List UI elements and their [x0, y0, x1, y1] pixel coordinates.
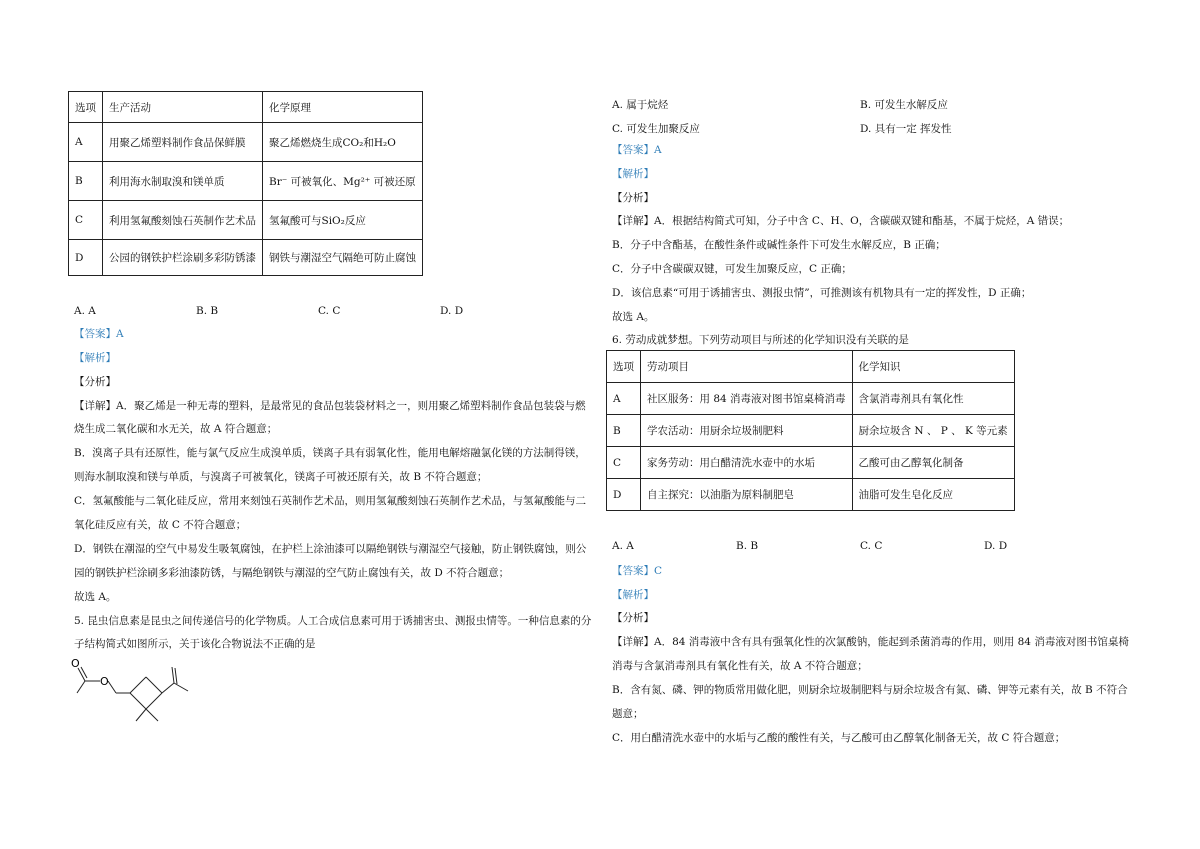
option-b: B. B — [196, 305, 219, 317]
table-cell: C — [607, 447, 641, 479]
question6-stem: 6. 劳动成就梦想。下列劳动项目与所述的化学知识没有关联的是 — [612, 334, 909, 346]
question5-stem: 5. 昆虫信息素是昆虫之间传递信号的化学物质。人工合成信息素可用于诱捕害虫、测报虫情等。一种信息素的分 — [74, 615, 592, 627]
question5-stem: 子结构简式如图所示，关于该化合物说法不正确的是 — [74, 638, 316, 650]
table-header-row — [69, 92, 423, 123]
analysis-label: 【解析】 — [612, 168, 654, 180]
table-cell: 厨余垃圾含 N 、 P 、 K 等元素 — [852, 415, 1014, 447]
table-header-cell: 生产活动 — [103, 92, 263, 123]
table-cell: B — [607, 415, 641, 447]
skeletal-bonds — [77, 667, 188, 721]
table-cell: 自主探究：以油脂为原料制肥皂 — [641, 479, 853, 511]
detail-line: B．含有氮、磷、钾的物质常用做化肥，则厨余垃圾制肥料与厨余垃圾含有氮、磷、钾等元素有关，故 B 不符合 — [612, 684, 1128, 696]
detail-line: 题意； — [612, 708, 644, 720]
table-cell: D — [69, 240, 103, 276]
analysis-heading: 【分析】 — [612, 612, 654, 624]
table-cell: B — [69, 162, 103, 201]
ester-oxygen-label: O — [100, 675, 109, 688]
table-cell: 学农活动：用厨余垃圾制肥料 — [641, 415, 853, 447]
option-d: D. D — [984, 540, 1008, 552]
answer-label: 【答案】A — [612, 144, 662, 156]
option-b: B. 可发生水解反应 — [860, 99, 948, 111]
option-a: A. 属于烷烃 — [612, 99, 669, 111]
table-row — [607, 479, 1015, 511]
option-a: A. A — [74, 305, 96, 317]
table-header-cell: 化学原理 — [263, 92, 423, 123]
option-d: D. D — [440, 305, 464, 317]
table-cell: Br⁻ 可被氧化、Mg²⁺ 可被还原 — [263, 162, 423, 201]
detail-line: B．分子中含酯基，在酸性条件或碱性条件下可发生水解反应，B 正确； — [612, 239, 946, 251]
option-a: A. A — [612, 540, 634, 552]
table-cell: C — [69, 201, 103, 240]
detail-line: 【详解】A．聚乙烯是一种无毒的塑料，是最常见的食品包装袋材料之一，则用聚乙烯塑料制作食品包装袋与燃 — [74, 400, 586, 412]
table-cell: 聚乙烯燃烧生成CO₂和H₂O — [263, 123, 423, 162]
answer-label: 【答案】A — [74, 328, 124, 340]
option-d: D. 具有一定 挥发性 — [860, 123, 952, 135]
analysis-label: 【解析】 — [74, 352, 116, 364]
molecule-structure-figure — [68, 655, 208, 725]
option-b: B. B — [736, 540, 759, 552]
detail-line: 【详解】A．根据结构简式可知，分子中含 C、H、O，含碳碳双键和酯基，不属于烷烃，A 错误； — [612, 215, 1070, 227]
detail-line: 消毒与含氯消毒剂具有氧化性有关，故 A 不符合题意； — [612, 660, 868, 672]
table-row — [69, 123, 423, 162]
oxygen-atom-label: O — [71, 657, 80, 670]
option-c: C. C — [318, 305, 341, 317]
option-c: C. C — [860, 540, 883, 552]
table-row — [69, 240, 423, 276]
detail-line: 故选 A。 — [74, 591, 117, 603]
table-row — [607, 383, 1015, 415]
analysis-label: 【解析】 — [612, 589, 654, 601]
table-cell: 公园的钢铁护栏涂刷多彩防锈漆 — [103, 240, 263, 276]
table-row — [69, 201, 423, 240]
table-cell: 社区服务：用 84 消毒液对图书馆桌椅消毒 — [641, 383, 853, 415]
table-header-cell: 化学知识 — [852, 351, 1014, 383]
table-cell: 含氯消毒剂具有氧化性 — [852, 383, 1014, 415]
detail-line: C．氢氟酸能与二氧化硅反应，常用来刻蚀石英制作艺术品，则用氢氟酸刻蚀石英制作艺术品，与氢氟酸能与二 — [74, 495, 587, 507]
table-cell: A — [607, 383, 641, 415]
table-row — [69, 162, 423, 201]
detail-line: 氧化硅反应有关，故 C 不符合题意； — [74, 519, 247, 531]
question4-table — [68, 91, 423, 276]
table-header-cell: 选项 — [607, 351, 641, 383]
table-cell: 油脂可发生皂化反应 — [852, 479, 1014, 511]
table-cell: 乙酸可由乙醇氧化制备 — [852, 447, 1014, 479]
answer-label: 【答案】C — [612, 565, 663, 577]
table-row — [607, 415, 1015, 447]
detail-line: C．用白醋清洗水壶中的水垢与乙酸的酸性有关，与乙酸可由乙醇氧化制备无关，故 C 符合题意； — [612, 732, 1066, 744]
table-cell: 家务劳动：用白醋清洗水壶中的水垢 — [641, 447, 853, 479]
detail-line: 则海水制取溴和镁与单质，与溴离子可被氧化，镁离子可被还原有关，故 B 不符合题意； — [74, 471, 488, 483]
table-cell: A — [69, 123, 103, 162]
analysis-heading: 【分析】 — [74, 376, 116, 388]
table-cell: D — [607, 479, 641, 511]
question6-table — [606, 350, 1015, 511]
detail-line: 故选 A。 — [612, 311, 655, 323]
analysis-heading: 【分析】 — [612, 192, 654, 204]
detail-line: C．分子中含碳碳双键，可发生加聚反应，C 正确； — [612, 263, 852, 275]
option-c: C. 可发生加聚反应 — [612, 123, 700, 135]
detail-line: D．该信息素“可用于诱捕害虫、测报虫情”，可推测该有机物具有一定的挥发性，D 正确； — [612, 287, 1032, 299]
table-row — [607, 447, 1015, 479]
table-cell: 用聚乙烯塑料制作食品保鲜膜 — [103, 123, 263, 162]
detail-line: B．溴离子具有还原性，能与氯气反应生成溴单质，镁离子具有弱氧化性，能用电解熔融氯化镁的方法制得镁， — [74, 447, 586, 459]
detail-line: 园的钢铁护栏涂刷多彩油漆防锈，与隔绝钢铁与潮湿的空气防止腐蚀有关，故 D 不符合题意； — [74, 567, 510, 579]
detail-line: 【详解】A．84 消毒液中含有具有强氧化性的次氯酸钠，能起到杀菌消毒的作用，则用 84 消毒液对图书馆桌椅 — [612, 636, 1129, 648]
table-header-cell: 劳动项目 — [641, 351, 853, 383]
detail-line: 烧生成二氧化碳和水无关，故 A 符合题意； — [74, 423, 278, 435]
table-header-row — [607, 351, 1015, 383]
table-cell: 利用海水制取溴和镁单质 — [103, 162, 263, 201]
detail-line: D．钢铁在潮湿的空气中易发生吸氧腐蚀，在护栏上涂油漆可以隔绝钢铁与潮湿空气接触，防止钢铁腐蚀，则公 — [74, 543, 587, 555]
table-cell: 钢铁与潮湿空气隔绝可防止腐蚀 — [263, 240, 423, 276]
table-header-cell: 选项 — [69, 92, 103, 123]
table-cell: 利用氢氟酸刻蚀石英制作艺术品 — [103, 201, 263, 240]
table-cell: 氢氟酸可与SiO₂反应 — [263, 201, 423, 240]
